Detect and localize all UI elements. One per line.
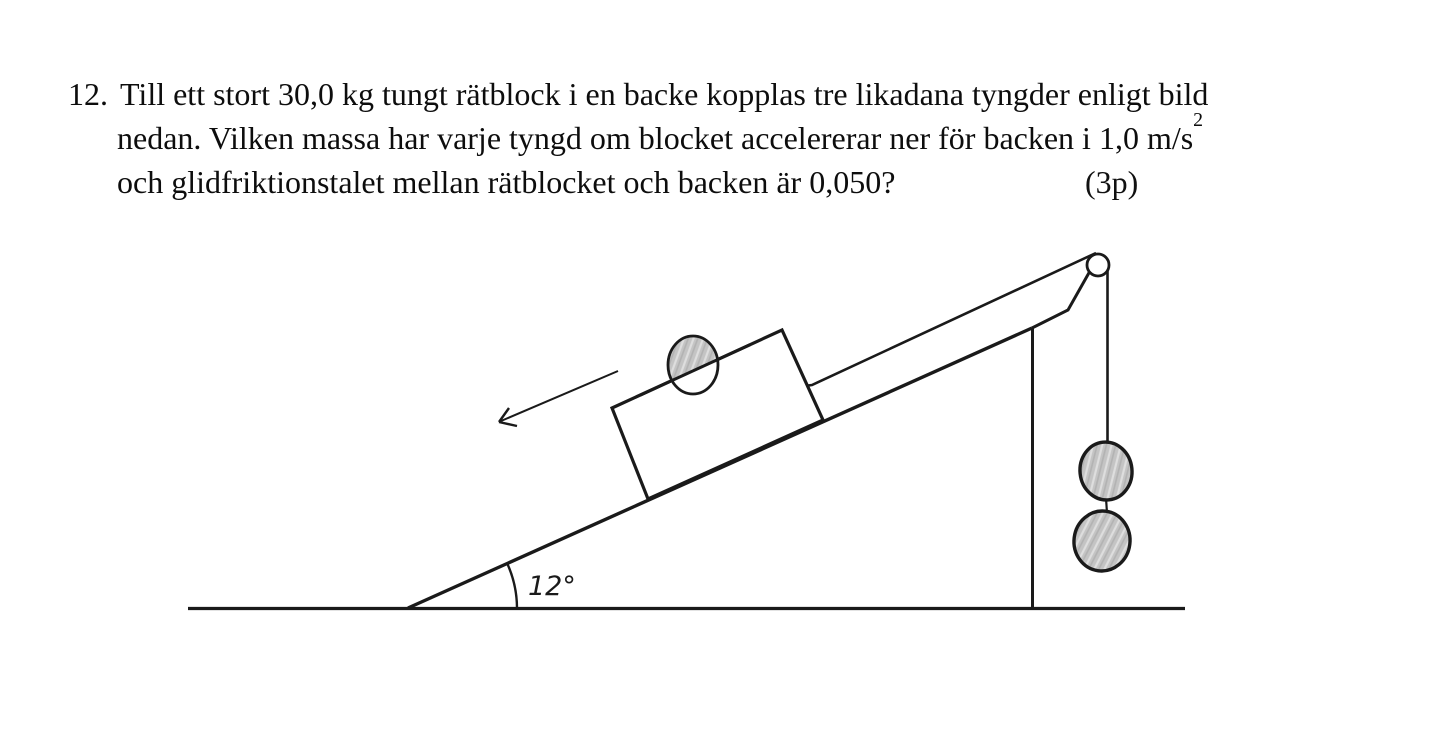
- angle-arc: [507, 563, 517, 608]
- problem-line-2-text: nedan. Vilken massa har varje tyngd om blocket accelererar ner för backen i 1,0 m/s: [117, 120, 1194, 156]
- hanging-weight-lower: [1071, 508, 1134, 574]
- problem-number: 12.: [68, 76, 108, 112]
- pulley-wheel: [1087, 254, 1109, 276]
- hanging-weight-upper: [1077, 439, 1135, 502]
- angle-label: 12°: [528, 571, 576, 602]
- points-label: (3p): [1085, 164, 1139, 200]
- problem-line-3-text: och glidfriktionstalet mellan rätblocket och backen är 0,050?: [117, 164, 896, 200]
- problem-line-1-text: Till ett stort 30,0 kg tungt rätblock i en backe kopplas tre likadana tyngder enligt bild: [120, 76, 1209, 112]
- slope-arrow-shaft: [501, 371, 618, 421]
- superscript-2: 2: [1193, 109, 1204, 132]
- slope-arrow: [499, 371, 618, 426]
